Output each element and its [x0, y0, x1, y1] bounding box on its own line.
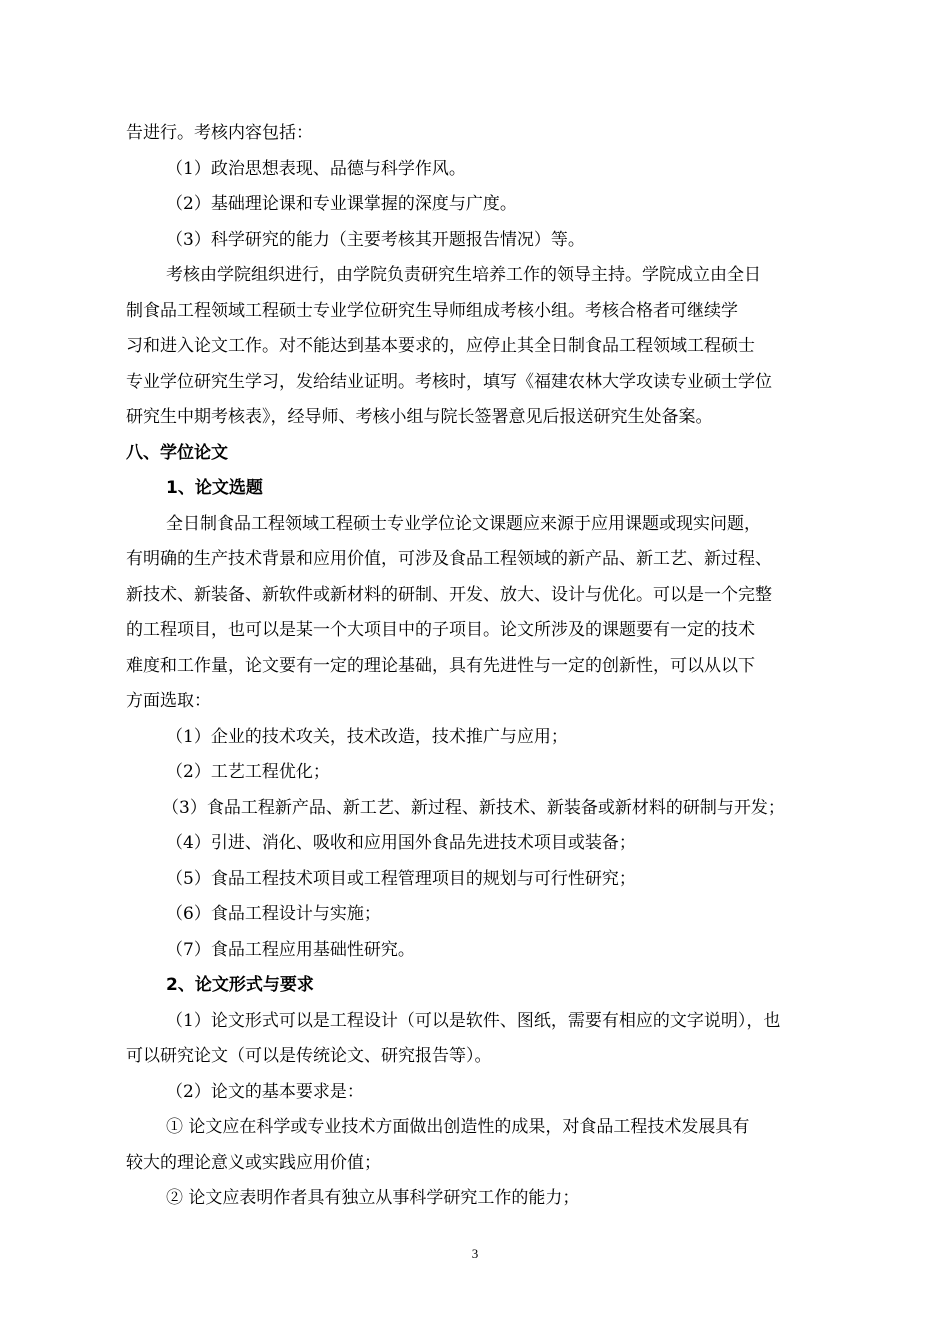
paragraph-line: 可以研究论文（可以是传统论文、研究报告等）。	[126, 1046, 492, 1066]
list-item: （1）政治思想表现、品德与科学作风。	[166, 158, 466, 179]
list-item: （4）引进、消化、吸收和应用国外食品先进技术项目或装备；	[166, 833, 636, 853]
paragraph-line: 专业学位研究生学习，发给结业证明。考核时，填写《福建农林大学攻读专业硕士学位	[126, 371, 772, 392]
list-item: （2）基础理论课和专业课掌握的深度与广度。	[166, 194, 517, 214]
paragraph-line: 的工程项目，也可以是某一个大项目中的子项目。论文所涉及的课题要有一定的技术	[126, 620, 755, 640]
list-item: （1）企业的技术攻关，技术改造，技术推广与应用；	[166, 726, 568, 747]
paragraph-line: 告进行。考核内容包括：	[126, 123, 313, 143]
section-heading: 八、学位论文	[126, 442, 228, 463]
list-item: （6）食品工程设计与实施；	[166, 904, 381, 924]
subsection-heading: 1、论文选题	[166, 478, 263, 498]
subsection-heading: 2、论文形式与要求	[166, 975, 314, 995]
paragraph-line: 难度和工作量，论文要有一定的理论基础，具有先进性与一定的创新性，可以从以下	[126, 655, 755, 676]
paragraph-line: 制食品工程领域工程硕士专业学位研究生导师组成考核小组。考核合格者可继续学	[126, 300, 738, 321]
paragraph-line: （2）论文的基本要求是：	[166, 1081, 364, 1102]
list-item: （5）食品工程技术项目或工程管理项目的规划与可行性研究；	[166, 868, 636, 889]
list-item: （3）科学研究的能力（主要考核其开题报告情况）等。	[166, 229, 585, 250]
paragraph-line: 研究生中期考核表》，经导师、考核小组与院长签署意见后报送研究生处备案。	[126, 407, 713, 427]
paragraph-line: （1）论文形式可以是工程设计（可以是软件、图纸，需要有相应的文字说明），也	[166, 1010, 781, 1031]
list-item: （3）食品工程新产品、新工艺、新过程、新技术、新装备或新材料的研制与开发；	[162, 797, 785, 818]
paragraph-line: 习和进入论文工作。对不能达到基本要求的，应停止其全日制食品工程领域工程硕士	[126, 336, 755, 356]
paragraph-line: 新技术、新装备、新软件或新材料的研制、开发、放大、设计与优化。可以是一个完整	[126, 584, 772, 605]
page-number: 3	[471, 1246, 479, 1261]
paragraph-line: 有明确的生产技术背景和应用价值，可涉及食品工程领域的新产品、新工艺、新过程、	[126, 549, 772, 569]
list-item: （7）食品工程应用基础性研究。	[166, 939, 415, 960]
paragraph-line: 考核由学院组织进行，由学院负责研究生培养工作的领导主持。学院成立由全日	[166, 265, 761, 285]
list-item: （2）工艺工程优化；	[166, 762, 330, 782]
paragraph-line: ① 论文应在科学或专业技术方面做出创造性的成果，对食品工程技术发展具有	[166, 1117, 750, 1137]
document-body	[126, 116, 826, 1217]
paragraph-line: 方面选取：	[126, 691, 211, 711]
paragraph-line: 较大的理论意义或实践应用价值；	[126, 1152, 381, 1173]
paragraph-line: ② 论文应表明作者具有独立从事科学研究工作的能力；	[166, 1188, 580, 1208]
paragraph-line: 全日制食品工程领域工程硕士专业学位论文课题应来源于应用课题或现实问题，	[166, 513, 761, 534]
